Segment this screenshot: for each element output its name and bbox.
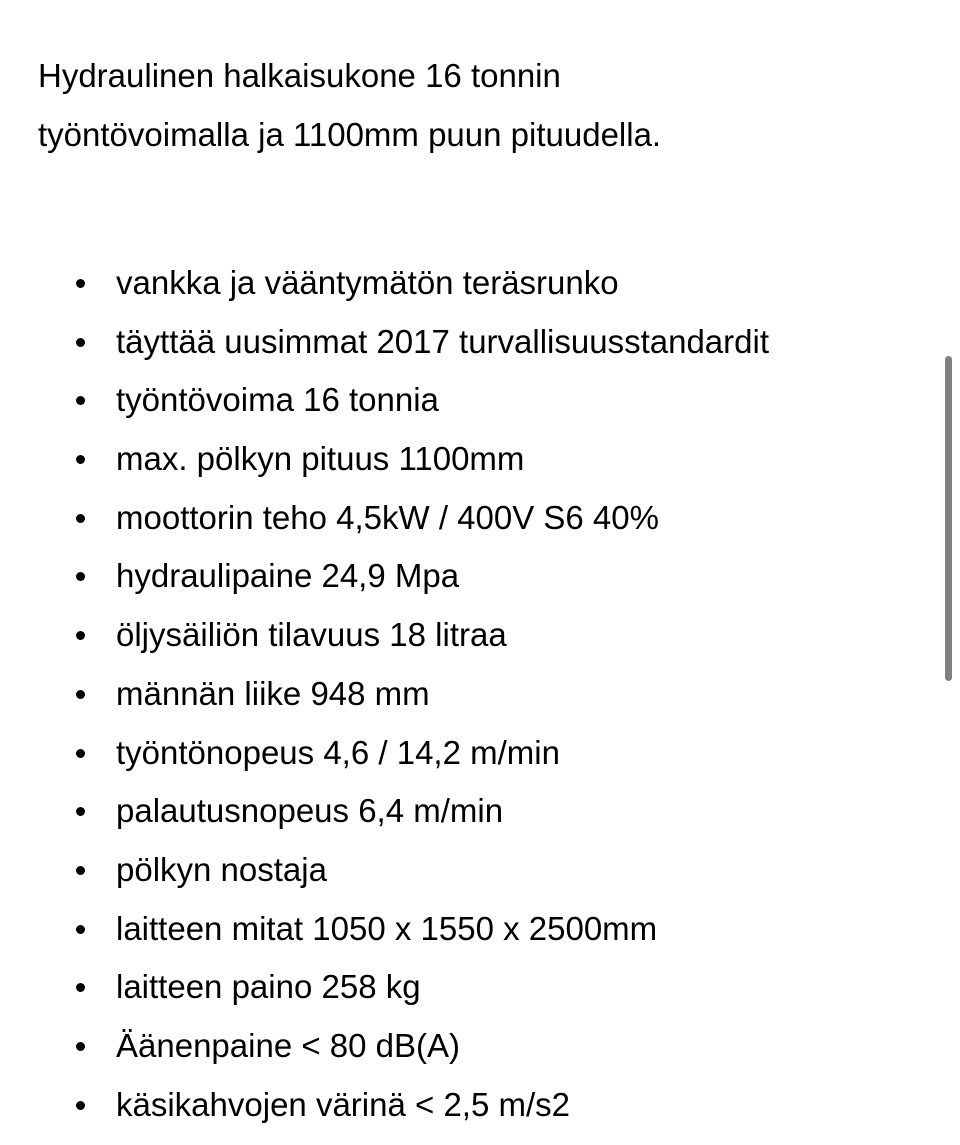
bullet-icon — [76, 396, 85, 405]
feature-text: täyttää uusimmat 2017 turvallisuusstandardit — [116, 322, 770, 360]
feature-item — [0, 1017, 769, 1076]
feature-text: työntönopeus 4,6 / 14,2 m/min — [116, 733, 560, 771]
bullet-icon — [76, 866, 85, 875]
bullet-icon — [76, 807, 85, 816]
bullet-icon — [76, 1101, 85, 1110]
feature-item — [0, 547, 769, 606]
bullet-icon — [76, 455, 85, 464]
feature-item — [0, 724, 769, 783]
feature-list — [0, 254, 769, 1134]
feature-item — [0, 665, 769, 724]
feature-item — [0, 606, 769, 665]
feature-text: männän liike 948 mm — [116, 674, 430, 712]
description-line: työntövoimalla ja 1100mm puun pituudella. — [38, 116, 662, 153]
feature-item — [0, 900, 769, 959]
feature-text: Äänenpaine < 80 dB(A) — [116, 1026, 461, 1064]
feature-item — [0, 958, 769, 1017]
bullet-icon — [76, 749, 85, 758]
feature-text: max. pölkyn pituus 1100mm — [116, 440, 525, 478]
feature-text: moottorin teho 4,5kW / 400V S6 40% — [116, 498, 659, 536]
feature-item — [0, 1076, 769, 1135]
bullet-icon — [76, 690, 85, 699]
feature-text: laitteen mitat 1050 x 1550 x 2500mm — [116, 909, 658, 947]
bullet-icon — [76, 925, 85, 934]
feature-text: työntövoima 16 tonnia — [116, 381, 439, 419]
feature-item — [0, 254, 769, 313]
scrollbar[interactable] — [945, 356, 952, 681]
feature-text: käsikahvojen värinä < 2,5 m/s2 — [116, 1085, 570, 1123]
feature-item — [0, 371, 769, 430]
product-description — [38, 46, 661, 164]
feature-text: hydraulipaine 24,9 Mpa — [116, 557, 460, 595]
feature-text: vankka ja vääntymätön teräsrunko — [116, 264, 619, 301]
bullet-icon — [76, 338, 85, 347]
bullet-icon — [76, 1042, 85, 1051]
feature-item — [0, 841, 769, 900]
feature-text: pölkyn nostaja — [116, 850, 327, 888]
bullet-icon — [76, 514, 85, 523]
bullet-icon — [76, 279, 85, 288]
bullet-icon — [76, 983, 85, 992]
bullet-icon — [76, 631, 85, 640]
description-line: Hydraulinen halkaisukone 16 tonnin — [38, 57, 561, 94]
feature-item — [0, 430, 769, 489]
feature-text: öljysäiliön tilavuus 18 litraa — [116, 616, 507, 654]
feature-item — [0, 782, 769, 841]
feature-text: palautusnopeus 6,4 m/min — [116, 792, 504, 830]
bullet-icon — [76, 572, 85, 581]
feature-item — [0, 313, 769, 372]
feature-item — [0, 489, 769, 548]
feature-text: laitteen paino 258 kg — [116, 968, 421, 1006]
